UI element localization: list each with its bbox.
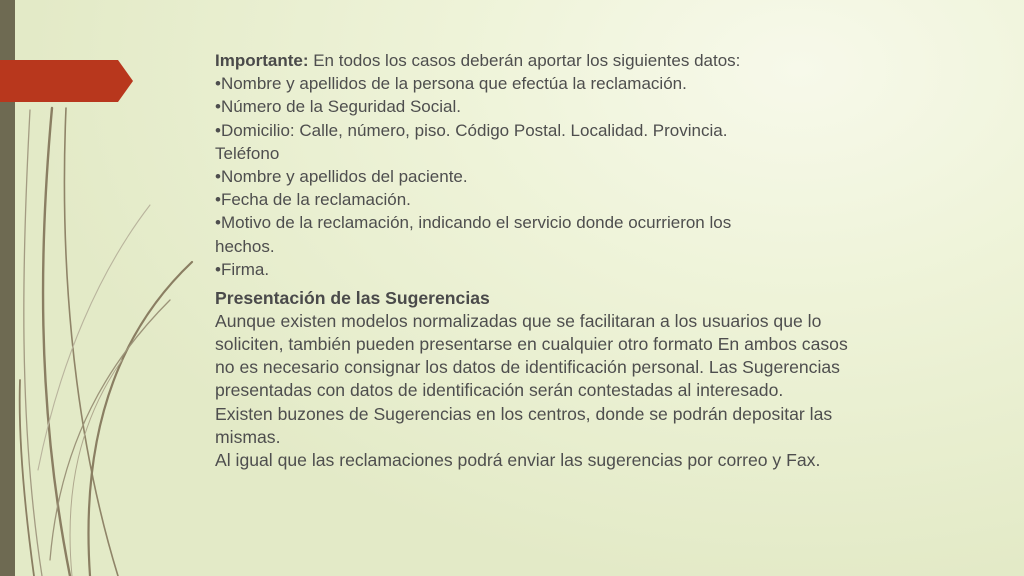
list-item-motivo: •Motivo de la reclamación, indicando el servicio donde ocurrieron los hechos. [215, 213, 732, 256]
list-item-domicilio: •Domicilio: Calle, número, piso. Código Postal. Localidad. Provincia. Teléfono [215, 120, 728, 163]
list-item-firma: •Firma. [215, 259, 270, 279]
importante-line [215, 49, 775, 72]
section-title-text: Presentación de las Sugerencias [215, 288, 490, 309]
list-item-fecha: •Fecha de la reclamación. [215, 190, 411, 210]
paragraph-modelos: Aunque existen modelos normalizadas que se facilitaran a los usuarios que lo soliciten, también pueden presentarse en cualquier otro formato En ambos casos no es necesario consignar los datos de identificación personal. Las Sugerencias presentadas con datos de identificación serán contestadas al interesado. [215, 311, 848, 401]
arrow-right-icon [0, 0, 140, 110]
list-item-nombre-paciente: •Nombre y apellidos del paciente. [215, 167, 468, 187]
paragraph-buzones: Existen buzones de Sugerencias en los centros, donde se podrán depositar las mismas. [215, 403, 833, 447]
list-item-seguridad-social: •Número de la Seguridad Social. [215, 97, 461, 117]
slide-content [215, 49, 855, 472]
paragraph-correo-fax: Al igual que las reclamaciones podrá enviar las sugerencias por correo y Fax. [215, 449, 821, 470]
list-item-nombre-reclamante: •Nombre y apellidos de la persona que efectúa la reclamación. [215, 74, 687, 94]
importante-text: En todos los casos deberán aportar los siguientes datos: [308, 51, 741, 70]
section-title [215, 287, 855, 310]
importante-label: Importante: [215, 51, 309, 70]
sugerencias-block [215, 287, 855, 472]
requirements-block [215, 49, 775, 281]
